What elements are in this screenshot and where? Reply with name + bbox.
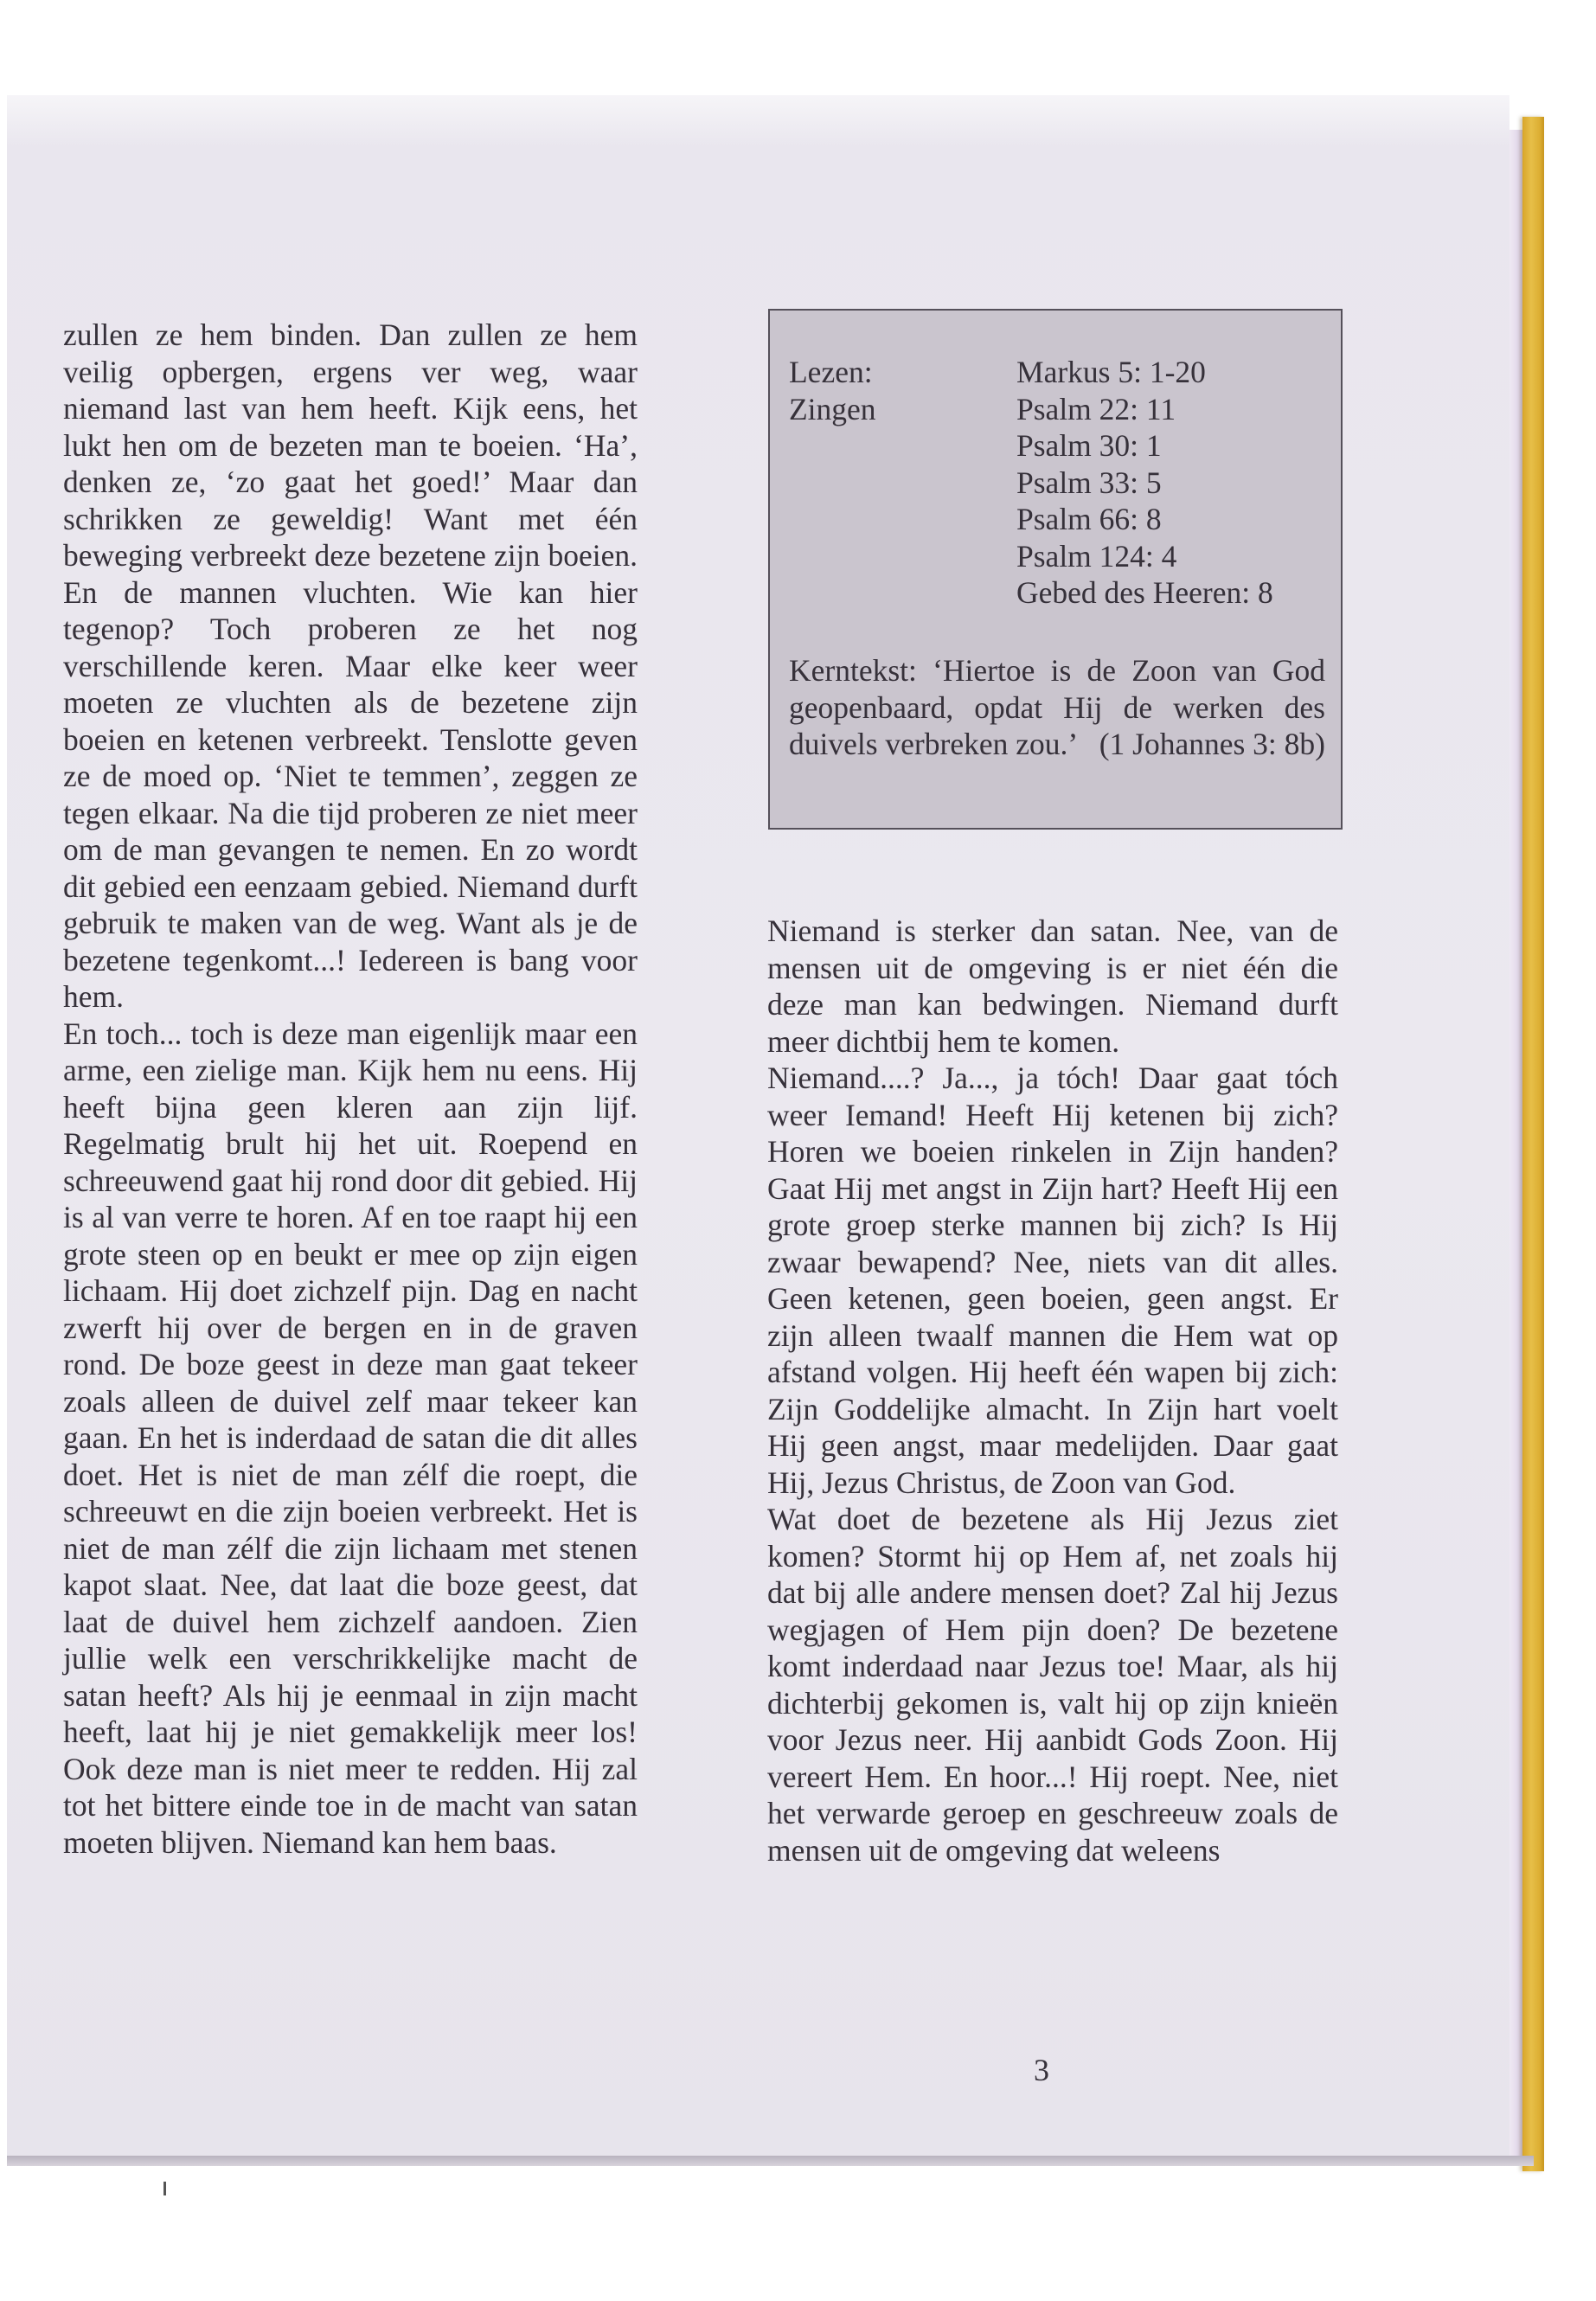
scan-mark	[163, 2182, 166, 2195]
left-text-column	[63, 317, 638, 1861]
paragraph: En toch... toch is deze man eigenlijk maar een arme, een zielige man. Kijk hem nu eens. Hij heeft bijna geen kleren aan zijn lijf. Regelmatig brult hij het uit. Roepend en schreeuwend gaat hij rond door dit gebied. Hij is al van verre te horen. Af en toe raapt hij een grote steen op en beukt er mee op zijn eigen lichaam. Hij doet zichzelf pijn. Dag en nacht zwerft hij over de bergen en in de graven rond. De boze geest in deze man gaat tekeer zoals alleen de duivel zelf maar tekeer kan gaan. En het is inderdaad de satan die dit alles doet. Het is niet de man zélf die roept, die schreeuwt en die zijn boeien verbreekt. Het is niet de man zélf die zijn lichaam met stenen kapot slaat. Nee, dat laat die boze geest, dat laat de duivel hem zichzelf aandoen. Zien jullie welk een verschrikkelijke macht de satan heeft? Als hij je eenmaal in zijn macht heeft, laat hij je niet gemakkelijk meer los! Ook deze man is niet meer te redden. Hij zal tot het bittere einde toe in de macht van satan moeten blijven. Niemand kan hem baas.	[63, 1016, 638, 1860]
reading-list	[789, 354, 1334, 612]
lezen-value: Markus 5: 1-20	[1016, 355, 1206, 389]
kerntekst-reference: (1 Johannes 3: 8b)	[1099, 727, 1325, 761]
reading-row-lezen	[789, 354, 1334, 391]
page-edge-shadow	[7, 95, 1509, 147]
song-item: Psalm 30: 1	[1016, 428, 1162, 463]
page-bottom-edge	[7, 2156, 1534, 2166]
song-item: Psalm 124: 4	[1016, 538, 1177, 574]
page-number: 3	[1034, 2053, 1049, 2087]
paragraph: Niemand is sterker dan satan. Nee, van de mensen uit de omgeving is er niet één die deze man kan bedwingen. Niemand durft meer dichtbij hem te komen.	[767, 913, 1338, 1059]
reading-row-song	[789, 465, 1334, 502]
book-cover-edge	[1522, 117, 1544, 2171]
song-item: Gebed des Heeren: 8	[1016, 575, 1273, 610]
reading-row-song	[789, 427, 1334, 465]
paragraph: Niemand....? Ja..., ja tóch! Daar gaat tóch weer Iemand! Heeft Hij ketenen bij zich? Horen we boeien rinkelen in Zijn handen? Gaat Hij met angst in Zijn hart? Heeft Hij een grote groep sterke mannen bij zich? Is Hij zwaar bewapend? Nee, niets van dit alles. Geen ketenen, geen boeien, geen angst. Er zijn alleen twaalf mannen die Hem wat op afstand volgen. Hij heeft één wapen bij zich: Zijn Goddelijke almacht. In Zijn hart voelt Hij geen angst, maar medelijden. Daar gaat Hij, Jezus Christus, de Zoon van God.	[767, 1061, 1338, 1500]
reading-box	[768, 309, 1343, 830]
right-text-column	[767, 913, 1338, 1868]
zingen-label: Zingen	[789, 391, 876, 426]
song-item: Psalm 33: 5	[1016, 465, 1162, 500]
paragraph: Wat doet de bezetene als Hij Jezus ziet komen? Stormt hij op Hem af, net zoals hij dat bij alle andere mensen doet? Zal hij Jezus wegjagen of Hem pijn doen? De bezetene komt inderdaad naar Jezus toe! Maar, als hij dichterbij gekomen is, valt hij op zijn knieën voor Jezus neer. Hij aanbidt Gods Zoon. Hij vereert Hem. En hoor...! Hij roept. Nee, niet het verwarde geroep en geschreeuw zoals de mensen uit de omgeving dat weleens	[767, 1502, 1338, 1868]
reading-row-song	[789, 574, 1334, 612]
reading-row-song	[789, 501, 1334, 538]
paragraph: zullen ze hem binden. Dan zullen ze hem veilig opbergen, ergens ver weg, waar niemand last van hem heeft. Kijk eens, het lukt hen om de bezeten man te boeien. ‘Ha’, denken ze, ‘zo gaat het goed!’ Maar dan schrikken ze geweldig! Want met één beweging verbreekt deze bezetene zijn boeien. En de mannen vluchten. Wie kan hier tegenop? Toch proberen ze het nog verschillende keren. Maar elke keer weer moeten ze vluchten als de bezetene zijn boeien en ketenen verbreekt. Tenslotte geven ze de moed op. ‘Niet te temmen’, zeggen ze tegen elkaar. Na die tijd proberen ze niet meer om de man gevangen te nemen. En zo wordt dit gebied een eenzaam gebied. Niemand durft gebruik te maken van de weg. Want als je de bezetene tegenkomt...! Iedereen is bang voor hem.	[63, 317, 638, 1014]
song-item: Psalm 66: 8	[1016, 502, 1162, 536]
kerntekst: Kerntekst: ‘Hiertoe is de Zoon van God geopenbaard, opdat Hij de werken des duivels verbreken zou.’	[789, 653, 1325, 761]
reading-row-song	[789, 538, 1334, 575]
lezen-label: Lezen:	[789, 355, 873, 389]
reading-row-zingen	[789, 391, 1334, 428]
song-item: Psalm 22: 11	[1016, 391, 1176, 426]
